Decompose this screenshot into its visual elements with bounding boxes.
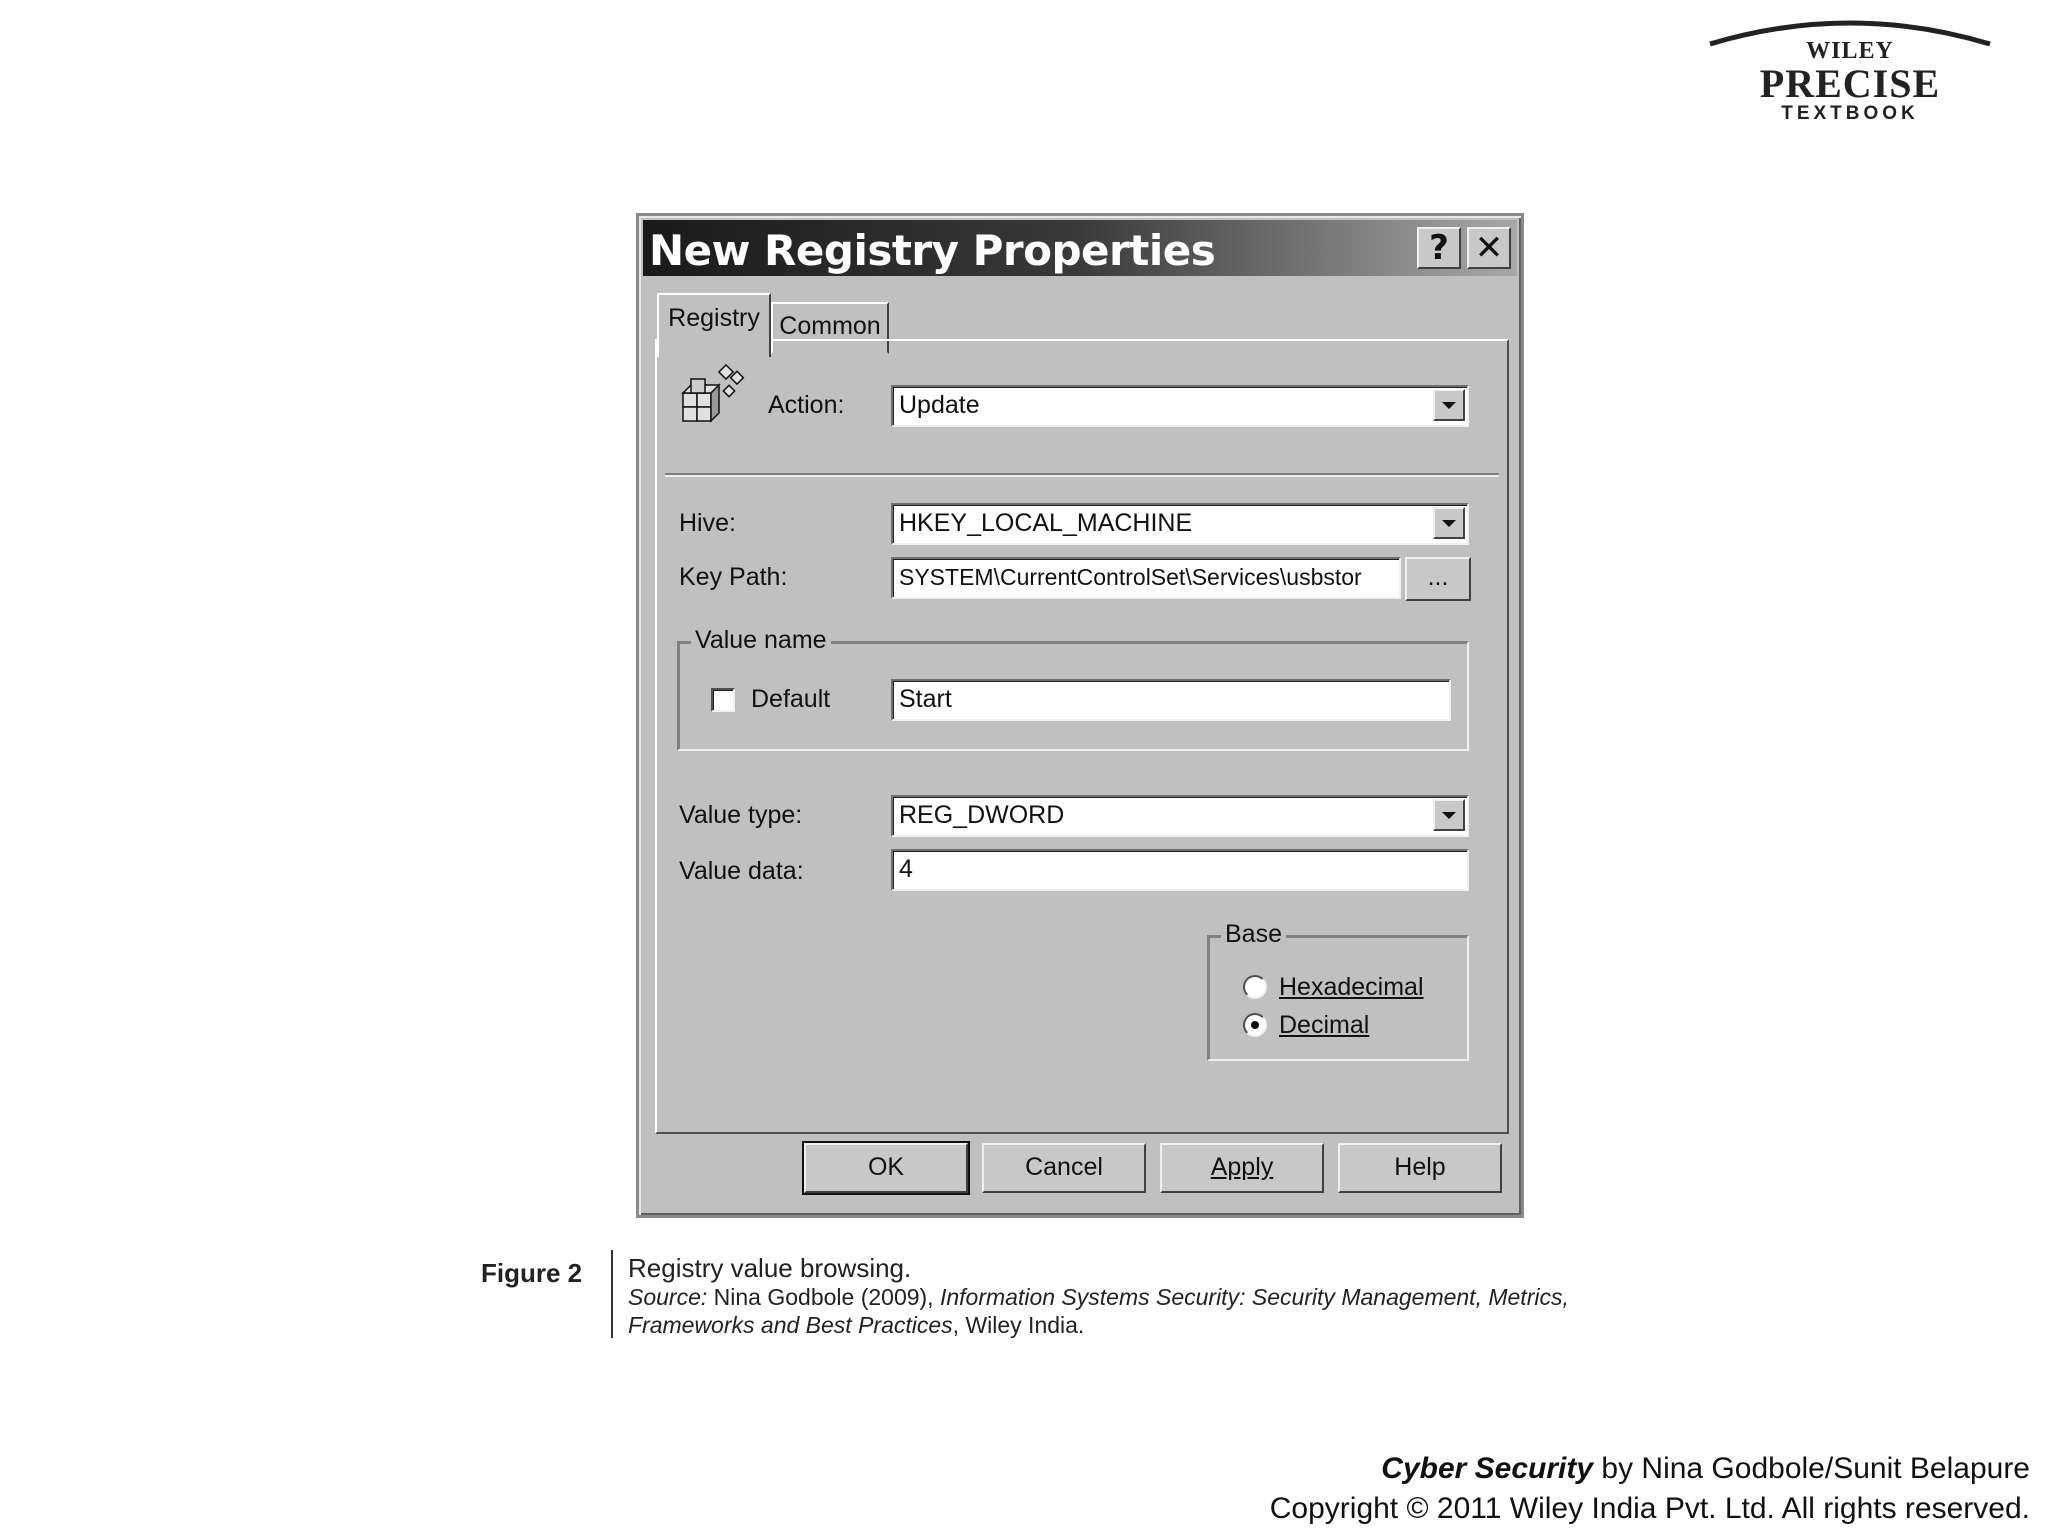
apply-button[interactable]: Apply <box>1160 1143 1324 1193</box>
decimal-label: Decimal <box>1279 1011 1370 1039</box>
value-name-legend: Value name <box>691 626 831 655</box>
book-title: Cyber Security <box>1381 1452 1594 1485</box>
wiley-precise-logo <box>1700 10 2000 124</box>
base-group <box>1207 920 1469 1061</box>
hive-value: HKEY_LOCAL_MACHINE <box>899 509 1193 537</box>
figure-divider <box>611 1250 613 1338</box>
chevron-down-icon[interactable] <box>1433 507 1465 539</box>
action-label: Action: <box>768 391 845 419</box>
hive-label: Hive: <box>679 509 736 537</box>
source-publisher: , Wiley India. <box>952 1312 1085 1338</box>
registry-tab-panel <box>655 339 1509 1134</box>
chevron-down-icon[interactable] <box>1433 389 1465 421</box>
logo-line-textbook: TEXTBOOK <box>1781 103 1919 124</box>
default-label: Default <box>751 685 831 713</box>
decimal-radio[interactable] <box>1243 1013 1267 1037</box>
ok-button[interactable]: OK <box>804 1143 968 1193</box>
logo-line-precise: PRECISE <box>1759 61 1941 106</box>
value-data-input[interactable]: 4 <box>891 849 1469 891</box>
action-value: Update <box>899 391 980 419</box>
dialog-help-button[interactable]: Help <box>1338 1143 1502 1193</box>
book-authors: by Nina Godbole/Sunit Belapure <box>1593 1452 2030 1485</box>
registry-cubes-icon <box>677 363 747 433</box>
action-dropdown[interactable] <box>891 385 1469 427</box>
value-type-dropdown[interactable] <box>891 795 1469 837</box>
source-prefix: Source: <box>628 1284 708 1310</box>
logo-line-wiley: WILEY <box>1806 38 1894 64</box>
key-path-label: Key Path: <box>679 563 788 591</box>
hexadecimal-label: Hexadecimal <box>1279 973 1424 1001</box>
registry-properties-dialog <box>636 213 1524 1218</box>
value-name-group <box>677 626 1469 751</box>
copyright-icon: © <box>1406 1492 1429 1525</box>
source-book: Information Systems Security: Security Management, Metrics, Frameworks and Best Practices <box>628 1284 1569 1338</box>
value-type-label: Value type: <box>679 801 803 829</box>
figure-source <box>628 1283 1628 1339</box>
hive-dropdown[interactable] <box>891 503 1469 545</box>
help-button[interactable]: ? <box>1417 227 1461 269</box>
base-legend: Base <box>1221 920 1286 949</box>
title-bar[interactable] <box>643 220 1517 276</box>
tab-common[interactable]: Common <box>771 302 889 354</box>
value-data-label: Value data: <box>679 857 804 885</box>
tab-registry[interactable]: Registry <box>657 293 771 357</box>
close-icon: ✕ <box>1474 228 1504 268</box>
close-button[interactable] <box>1467 227 1511 269</box>
key-path-input[interactable]: SYSTEM\CurrentControlSet\Services\usbstor <box>891 557 1401 599</box>
copyright-text: 2011 Wiley India Pvt. Ltd. All rights reserved. <box>1428 1492 2030 1525</box>
hexadecimal-radio[interactable] <box>1243 975 1267 999</box>
value-name-input[interactable]: Start <box>891 679 1451 721</box>
copyright-prefix: Copyright <box>1269 1492 1407 1525</box>
cancel-button[interactable]: Cancel <box>982 1143 1146 1193</box>
book-credit <box>1381 1452 2030 1486</box>
figure-title: Registry value browsing. <box>628 1253 912 1283</box>
figure-label: Figure 2 <box>481 1258 583 1288</box>
chevron-down-icon[interactable] <box>1433 799 1465 831</box>
source-author: Nina Godbole (2009), <box>707 1284 940 1310</box>
dialog-title: New Registry Properties <box>649 226 1216 275</box>
default-checkbox[interactable] <box>711 688 735 712</box>
copyright-notice <box>1270 1492 2030 1526</box>
separator <box>665 473 1499 477</box>
browse-button[interactable]: ... <box>1405 557 1471 601</box>
value-type-value: REG_DWORD <box>899 801 1065 829</box>
